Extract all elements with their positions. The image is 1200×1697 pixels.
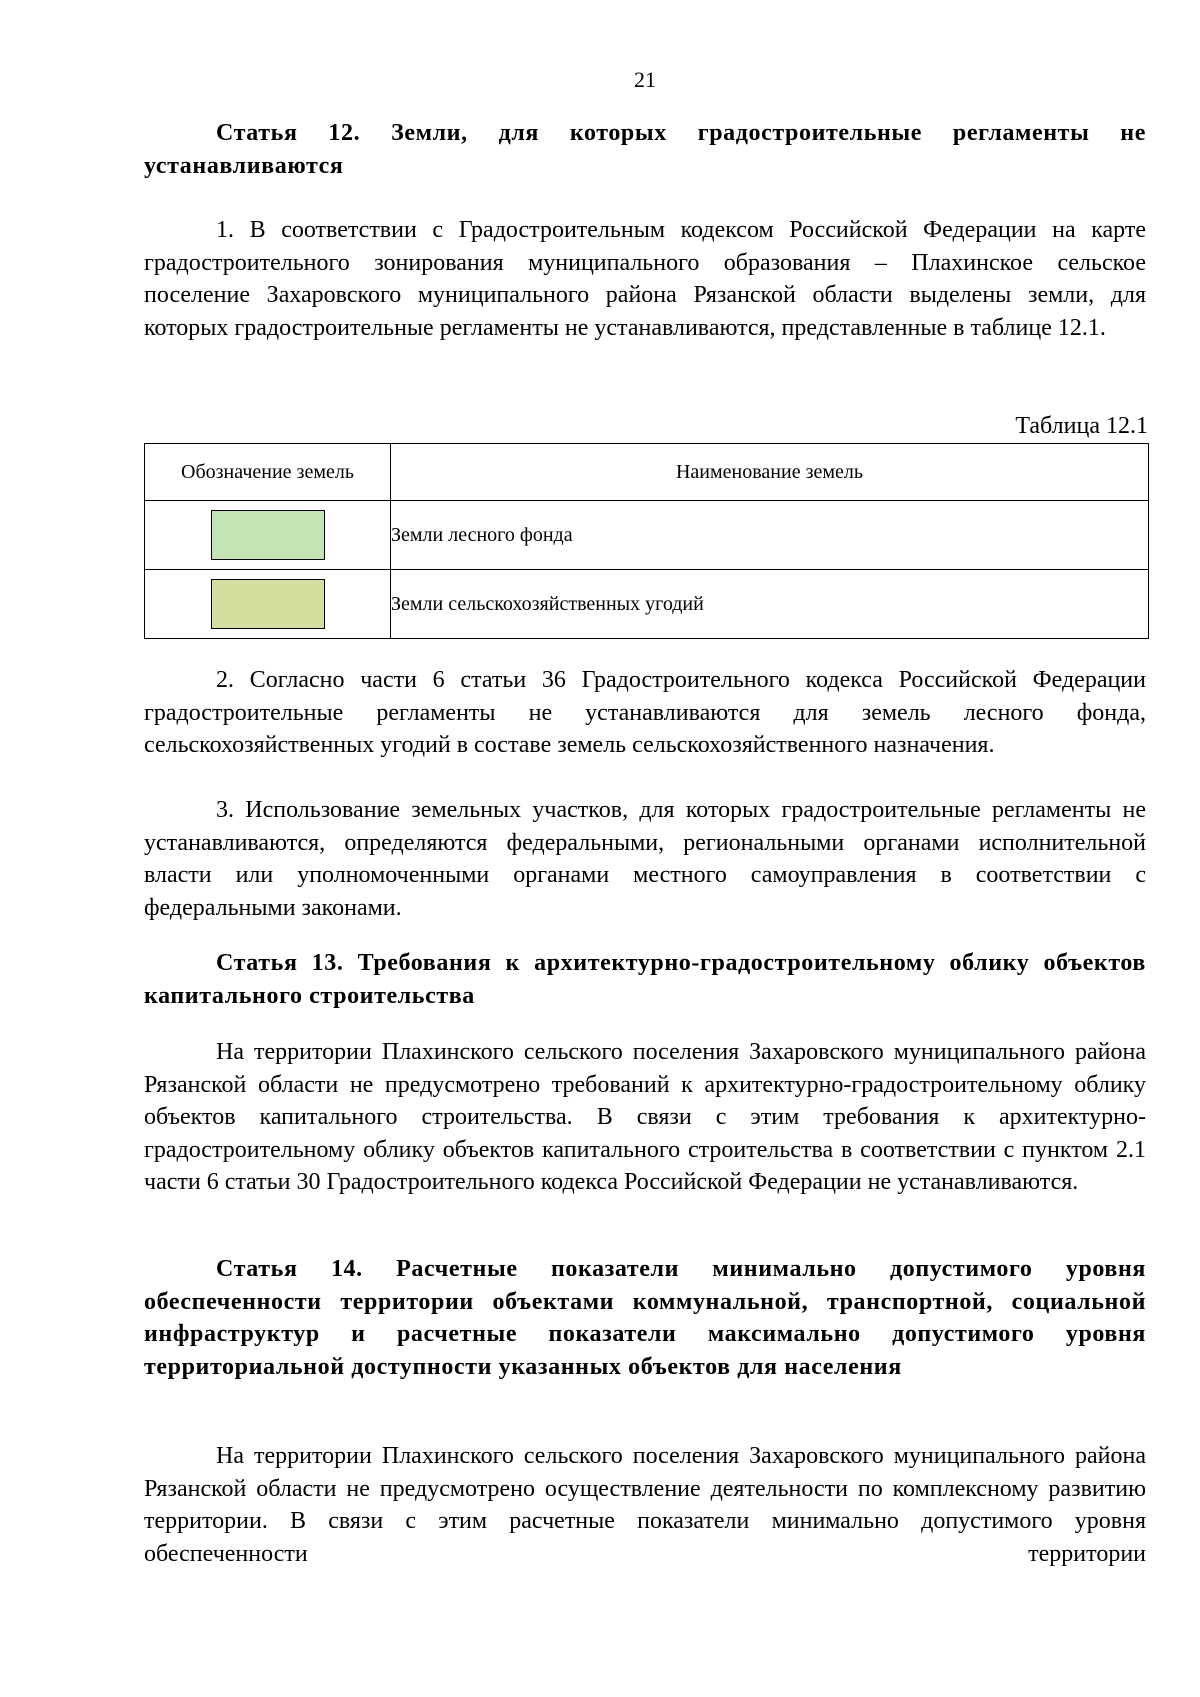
- table-row: [145, 501, 1149, 570]
- table-caption: Таблица 12.1: [1015, 413, 1148, 439]
- article-12-paragraph-3: 3. Использование земельных участков, для которых градостроительные регламенты не устанавливаются, определяются федеральными, региональными органами исполнительной власти или уполномоченными органами местного самоуправления в соответствии с федеральными законами.: [144, 797, 1146, 921]
- article-12-heading: Статья 12. Земли, для которых градостроительные регламенты не устанавливаются: [144, 120, 1146, 179]
- table-cell-designation: [145, 501, 391, 570]
- table-cell-name: Земли сельскохозяйственных угодий: [391, 570, 1149, 639]
- table-header-designation: Обозначение земель: [145, 444, 391, 501]
- forest-land-swatch: [211, 510, 325, 560]
- article-14-heading: Статья 14. Расчетные показатели минимально допустимого уровня обеспеченности территории объектами коммунальной, транспортной, социальной инфраструктур и расчетные показатели максимально допустимого уровня территориальной доступности указанных объектов для населения: [144, 1256, 1146, 1380]
- table-cell-designation: [145, 570, 391, 639]
- agricultural-land-swatch: [211, 579, 325, 629]
- article-13-paragraph-1: На территории Плахинского сельского поселения Захаровского муниципального района Рязанской области не предусмотрено требований к архитектурно-градостроительному облику объектов капитального строительства. В связи с этим требования к архитектурно-градостроительному облику объектов капитального строительства в соответствии с пунктом 2.1 части 6 статьи 30 Градостроительного кодекса Российской Федерации не устанавливаются.: [144, 1039, 1146, 1195]
- article-14-paragraph-1: На территории Плахинского сельского поселения Захаровского муниципального района Рязанской области не предусмотрено осуществление деятельности по комплексному развитию территории. В связи с этим расчетные показатели минимально допустимого уровня обеспеченности территории: [144, 1443, 1146, 1567]
- table-row: [145, 570, 1149, 639]
- table-header-name: Наименование земель: [391, 444, 1149, 501]
- table-cell-name: Земли лесного фонда: [391, 501, 1149, 570]
- article-13-heading: Статья 13. Требования к архитектурно-градостроительному облику объектов капитального строительства: [144, 950, 1146, 1009]
- page-number: 21: [634, 67, 656, 92]
- table-header-row: [145, 444, 1149, 501]
- lands-table: [144, 443, 1149, 639]
- article-12-paragraph-1: 1. В соответствии с Градостроительным кодексом Российской Федерации на карте градостроительного зонирования муниципального образования – Плахинское сельское поселение Захаровского муниципального района Рязанской области выделены земли, для которых градостроительные регламенты не устанавливаются, представленные в таблице 12.1.: [144, 217, 1146, 341]
- article-12-paragraph-2: 2. Согласно части 6 статьи 36 Градостроительного кодекса Российской Федерации градостроительные регламенты не устанавливаются для земель лесного фонда, сельскохозяйственных угодий в составе земель сельскохозяйственного назначения.: [144, 667, 1146, 758]
